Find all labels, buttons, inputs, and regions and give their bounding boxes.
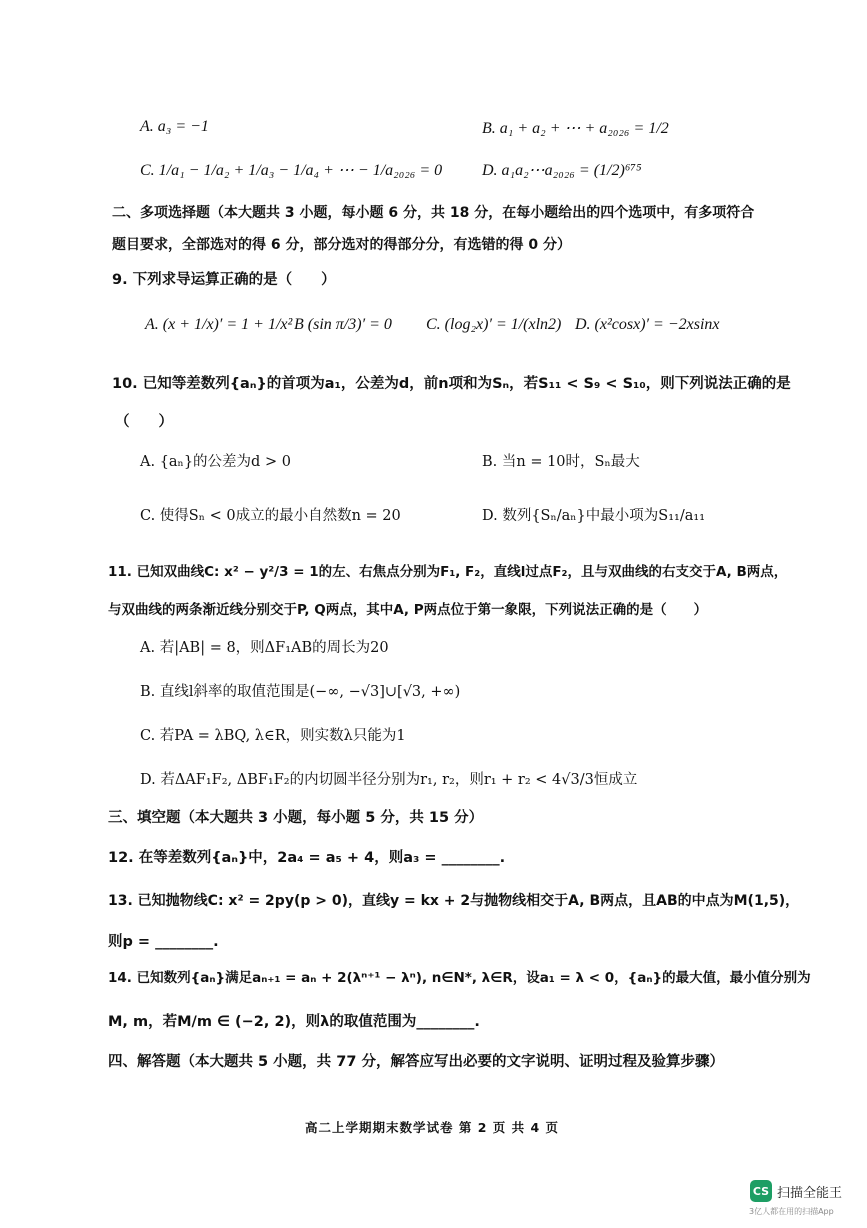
q10-option-d: D. 数列{Sₙ/aₙ}中最小项为S₁₁/a₁₁ [482,508,706,524]
q14-line2: M, m，若M/m ∈ (−2, 2)，则λ的取值范围为________. [108,1014,480,1030]
section2-heading-line2: 题目要求，全部选对的得 6 分，部分选对的得部分分，有选错的得 0 分） [112,237,571,253]
q8-option-b: B. a₁ + a₂ + ⋯ + a₂₀₂₆ = 1/2 [482,120,669,137]
q9-option-c: C. (log₂x)′ = 1/(xln2) [426,316,562,333]
section4-heading: 四、解答题（本大题共 5 小题，共 77 分，解答应写出必要的文字说明、证明过程及验算步骤） [108,1054,724,1070]
section2-heading-line1: 二、多项选择题（本大题共 3 小题，每小题 6 分，共 18 分，在每小题给出的四个选项中，有多项符合 [112,205,755,221]
q8-option-a: A. a₃ = −1 [140,118,209,135]
q11-option-d: D. 若ΔAF₁F₂, ΔBF₁F₂的内切圆半径分别为r₁, r₂，则r₁ + r₂ < 4√3/3恒成立 [140,772,638,788]
q10-option-b: B. 当n = 10时，Sₙ最大 [482,454,640,470]
q11-option-b: B. 直线l斜率的取值范围是(−∞, −√3]∪[√3, +∞) [140,684,461,700]
q10-stem: 10. 已知等差数列{aₙ}的首项为a₁，公差为d，前n项和为Sₙ，若S₁₁ < S₉ < S₁₀，则下列说法正确的是 [112,376,791,392]
q12-text: 12. 在等差数列{aₙ}中，2a₄ = a₅ + 4，则a₃ = ________. [108,850,506,866]
q13-line2: 则p = ________. [108,934,219,950]
scanner-logo-icon: CS [750,1180,772,1202]
q9-stem: 9. 下列求导运算正确的是（ ） [112,272,336,288]
q10-answer-paren: （ ） [115,414,173,430]
q9-option-a: A. (x + 1/x)′ = 1 + 1/x² [145,316,293,333]
q8-option-d: D. a₁a₂⋯a₂₀₂₆ = (1/2)⁶⁷⁵ [482,162,642,179]
q11-stem-line1: 11. 已知双曲线C: x² − y²/3 = 1的左、右焦点分别为F₁, F₂，直线l过点F₂，且与双曲线的右支交于A, B两点， [108,564,788,580]
q14-line1: 14. 已知数列{aₙ}满足aₙ₊₁ = aₙ + 2(λⁿ⁺¹ − λⁿ), n∈N*, λ∈R，设a₁ = λ < 0，{aₙ}的最大值，最小值分别为 [108,970,811,986]
scanner-app-tagline: 3亿人都在用的扫描App [749,1207,834,1216]
q10-option-a: A. {aₙ}的公差为d > 0 [140,454,291,470]
q11-option-a: A. 若|AB| = 8，则ΔF₁AB的周长为20 [140,640,389,656]
q9-option-b: B (sin π/3)′ = 0 [294,316,392,333]
q10-option-c: C. 使得Sₙ < 0成立的最小自然数n = 20 [140,508,401,524]
q8-option-c: C. 1/a₁ − 1/a₂ + 1/a₃ − 1/a₄ + ⋯ − 1/a₂₀₂₆ = 0 [140,162,443,179]
page-footer: 高二上学期期末数学试卷 第 2 页 共 4 页 [305,1120,560,1135]
q11-option-c: C. 若PA = λBQ, λ∈R，则实数λ只能为1 [140,728,406,744]
scanner-app-name: 扫描全能王 [777,1186,843,1201]
q13-line1: 13. 已知抛物线C: x² = 2py(p > 0)，直线y = kx + 2与抛物线相交于A, B两点，且AB的中点为M(1,5)， [108,893,800,909]
q11-stem-line2: 与双曲线的两条渐近线分别交于P, Q两点，其中A, P两点位于第一象限，下列说法正确的是（ ） [108,602,708,618]
section3-heading: 三、填空题（本大题共 3 小题，每小题 5 分，共 15 分） [108,810,484,826]
q9-option-d: D. (x²cosx)′ = −2xsinx [575,316,720,333]
